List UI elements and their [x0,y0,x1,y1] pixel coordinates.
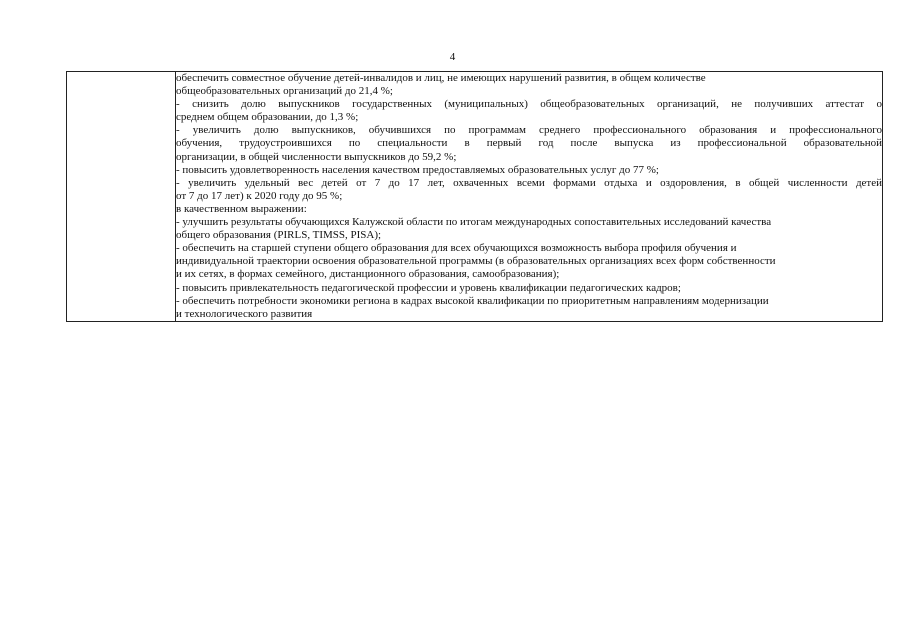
text-line: общеобразовательных организаций до 21,4 %; [176,85,393,98]
text-line: от 7 до 17 лет) к 2020 году до 95 %; [176,189,343,202]
text-line: - повысить удовлетворенность населения качеством предоставляемых образовательных услуг до 77 %; [176,163,659,176]
text-line: обучения, трудоустроившихся по специальности в первый год после выпуска из профессиональной образовательной [176,137,882,150]
text-line: - обеспечить на старшей ступени общего образования для всех обучающихся возможность выбора профиля обучения и [176,242,737,255]
text-line: - увеличить долю выпускников, обучившихся по программам среднего профессионального образования и профессионального [176,124,882,137]
text-line: - увеличить удельный вес детей от 7 до 17 лет, охваченных всеми формами отдыха и оздоровления, в общей численности детей [176,176,882,189]
table-cell-empty [67,72,176,322]
text-line: в качественном выражении: [176,202,307,215]
text-line: индивидуальной траектории освоения образовательной программы (в образовательных организациях всех форм собственности [176,255,776,268]
table-row [67,72,883,322]
document-table [66,71,883,322]
text-line: обеспечить совместное обучение детей-инвалидов и лиц, не имеющих нарушений развития, в общем количестве [176,72,706,84]
text-line: среднем общем образовании, до 1,3 %; [176,111,359,124]
text-line: организации, в общей численности выпускников до 59,2 %; [176,150,457,163]
text-line: - обеспечить потребности экономики региона в кадрах высокой квалификации по приоритетным направлениям модернизации [176,294,769,307]
text-line: - повысить привлекательность педагогической профессии и уровень квалификации педагогических кадров; [176,281,681,294]
text-line: и их сетях, в формах семейного, дистанционного образования, самообразования); [176,268,560,281]
table-cell-text [176,72,883,322]
text-line: - улучшить результаты обучающихся Калужской области по итогам международных сопоставительных исследований качества [176,216,772,229]
text-line: - снизить долю выпускников государственных (муниципальных) общеобразовательных организаций, не получивших аттестат о [176,98,882,111]
text-line: и технологического развития [176,307,313,320]
text-line: общего образования (PIRLS, TIMSS, PISA); [176,229,382,242]
page-number: 4 [449,51,456,63]
